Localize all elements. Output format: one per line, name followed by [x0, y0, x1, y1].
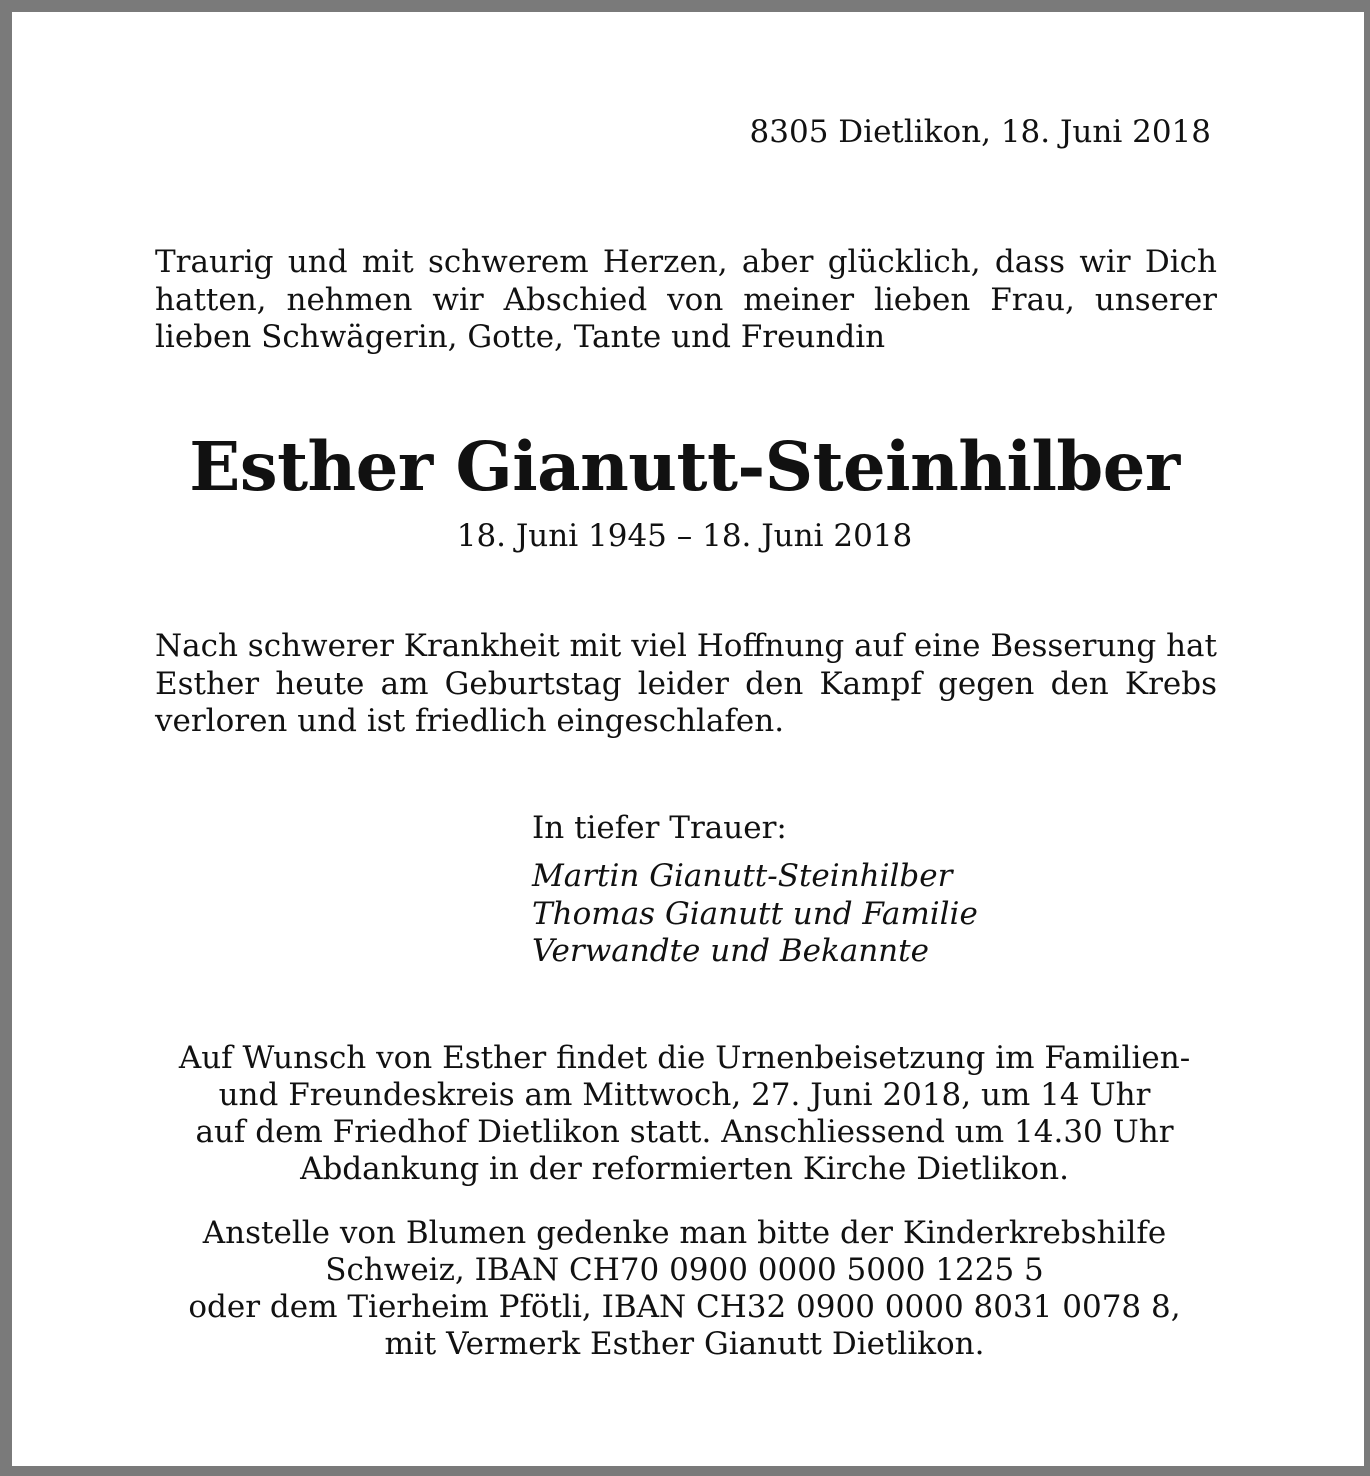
mourners-label: In tiefer Trauer:	[532, 810, 787, 846]
mourners-block	[532, 808, 978, 971]
donation-line: mit Vermerk Esther Gianutt Dietlikon.	[384, 1326, 985, 1362]
intro-paragraph: Traurig und mit schwerem Herzen, aber glücklich, dass wir Dich hatten, nehmen wir Abschied von meiner lieben Frau, unserer lieben Schwägerin, Gotte, Tante und Freundin	[155, 244, 1217, 355]
burial-line: auf dem Friedhof Dietlikon statt. Anschliessend um 14.30 Uhr	[195, 1114, 1174, 1150]
mourner-name: Verwandte und Bekannte	[532, 933, 929, 969]
body-paragraph: Nach schwerer Krankheit mit viel Hoffnung auf eine Besserung hat Esther heute am Geburtstag leider den Kampf gegen den Krebs verloren und ist friedlich eingeschlafen.	[155, 628, 1217, 739]
burial-line: Auf Wunsch von Esther findet die Urnenbeisetzung im Familien-	[178, 1040, 1191, 1076]
deceased-name: Esther Gianutt-Steinhilber	[189, 427, 1180, 506]
donation-line: Anstelle von Blumen gedenke man bitte der Kinderkrebshilfe	[202, 1215, 1167, 1251]
burial-line: und Freundeskreis am Mittwoch, 27. Juni 2018, um 14 Uhr	[218, 1077, 1151, 1113]
mourner-name: Martin Gianutt-Steinhilber	[532, 858, 953, 894]
donation-line: oder dem Tierheim Pfötli, IBAN CH32 0900 0000 8031 0078 8,	[188, 1289, 1181, 1325]
burial-line: Abdankung in der reformierten Kirche Dietlikon.	[300, 1151, 1069, 1187]
donation-notice	[132, 1215, 1237, 1363]
donation-line: Schweiz, IBAN CH70 0900 0000 5000 1225 5	[325, 1252, 1044, 1288]
place-date: 8305 Dietlikon, 18. Juni 2018	[749, 114, 1211, 150]
burial-notice	[132, 1040, 1237, 1188]
obituary-page	[12, 12, 1364, 1466]
mourner-name: Thomas Gianutt und Familie	[532, 895, 978, 932]
lifespan-dates: 18. Juni 1945 – 18. Juni 2018	[456, 518, 913, 554]
